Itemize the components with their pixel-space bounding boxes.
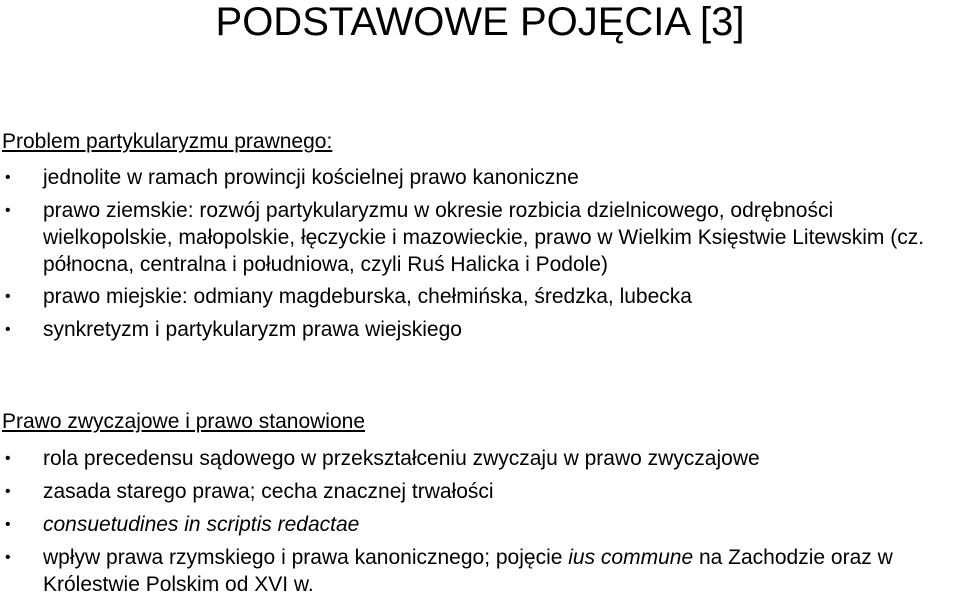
- list-item: [0, 316, 953, 343]
- list-item: [0, 478, 953, 505]
- list-item-text: [43, 546, 893, 596]
- bullet-icon: •: [5, 516, 11, 533]
- bullet-list-customary-law: [0, 445, 953, 598]
- section-heading-customary-law: Prawo zwyczajowe i prawo stanowione: [2, 410, 365, 433]
- list-item-text: consuetudines in scriptis redactae: [43, 513, 360, 536]
- list-item-text: zasada starego prawa; cecha znacznej trwałości: [43, 480, 494, 503]
- section-heading-particularism: Problem partykularyzmu prawnego:: [2, 130, 333, 153]
- list-item: [0, 511, 953, 538]
- list-item: [0, 197, 953, 278]
- list-item-text: rola precedensu sądowego w przekształceniu zwyczaju w prawo zwyczajowe: [43, 447, 760, 470]
- list-item: [0, 283, 953, 310]
- bullet-icon: •: [5, 202, 11, 219]
- bullet-icon: •: [5, 483, 11, 500]
- bullet-icon: •: [5, 321, 11, 338]
- list-item: [0, 164, 953, 191]
- list-item-text-italic: ius commune: [568, 546, 694, 569]
- list-item-text: synkretyzm i partykularyzm prawa wiejskiego: [43, 318, 462, 341]
- list-item-text-before: wpływ prawa rzymskiego i prawa kanonicznego; pojęcie: [43, 546, 569, 569]
- bullet-list-particularism: [0, 164, 953, 343]
- bullet-icon: •: [5, 169, 11, 186]
- bullet-icon: •: [5, 288, 11, 305]
- list-item-text: prawo ziemskie: rozwój partykularyzmu w okresie rozbicia dzielnicowego, odrębności wielkopolskie, małopolskie, łęczyckie i mazowieckie, prawo w Wielkim Księstwie Litewskim (cz. północna, centralna i południowa, czyli Ruś Halicka i Podole): [43, 199, 925, 276]
- list-item: [0, 445, 953, 472]
- slide-title: PODSTAWOWE POJĘCIA [3]: [215, 0, 745, 44]
- list-item-text: jednolite w ramach prowincji kościelnej prawo kanoniczne: [43, 166, 579, 189]
- bullet-icon: •: [5, 450, 11, 467]
- list-item: [0, 544, 953, 598]
- bullet-icon: •: [5, 549, 11, 566]
- list-item-text: prawo miejskie: odmiany magdeburska, chełmińska, średzka, lubecka: [43, 285, 692, 308]
- list-item-text-after: na Zachodzie oraz w Królestwie Polskim od XVI w.: [43, 546, 893, 596]
